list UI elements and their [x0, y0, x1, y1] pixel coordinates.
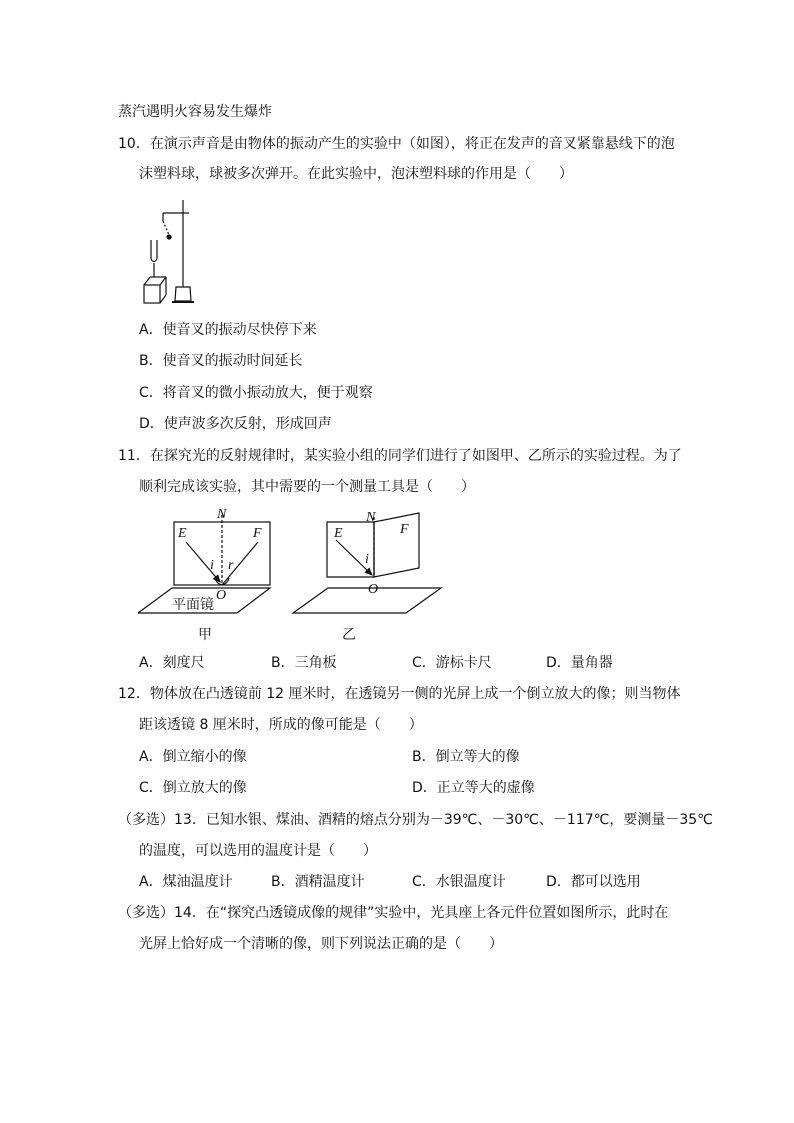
- q10-option-b: B．使音叉的振动时间延长: [139, 353, 303, 369]
- q12-stem-line2: 距该透镜 8 厘米时，所成的像可能是（ ）: [139, 717, 423, 733]
- q12-option-b: B．倒立等大的像: [412, 749, 520, 765]
- q12-option-a: A．倒立缩小的像: [139, 749, 247, 765]
- q12-option-c: C．倒立放大的像: [139, 780, 247, 796]
- q11-option-d: D．量角器: [546, 655, 613, 671]
- q11-option-a: A．刻度尺: [139, 655, 205, 671]
- q13-option-c: C．水银温度计: [412, 874, 506, 890]
- fig2-label-i: i: [365, 552, 369, 567]
- q12-option-d: D．正立等大的虚像: [412, 780, 535, 796]
- q12-stem-line1: 12．物体放在凸透镜前 12 厘米时，在透镜另一侧的光屏上成一个倒立放大的像；则当物体: [118, 686, 681, 702]
- q10-option-d: D．使声波多次反射，形成回声: [139, 416, 332, 432]
- q10-option-c: C．将音叉的微小振动放大，便于观察: [139, 385, 373, 401]
- fig2-label-e: E: [334, 526, 343, 541]
- fig1-label-e: E: [178, 526, 187, 541]
- q13-option-d: D．都可以选用: [546, 874, 641, 890]
- q13-stem-line2: 的温度，可以选用的温度计是（ ）: [139, 843, 377, 859]
- fig2-label-o: O: [368, 582, 379, 597]
- q11-stem-line2: 顺利完成该实验，其中需要的一个测量工具是（ ）: [139, 479, 475, 495]
- q11-option-b: B．三角板: [271, 655, 337, 671]
- fig1-label-n: N: [217, 507, 227, 522]
- fig2-label-f: F: [400, 522, 409, 537]
- fig1-label-o: O: [216, 588, 227, 603]
- fig1-label-r: r: [228, 558, 234, 573]
- mirror-label: 平面镜: [172, 597, 214, 613]
- fig2-label-n: N: [366, 510, 376, 525]
- caption-yi: 乙: [342, 627, 356, 643]
- q10-option-a: A．使音叉的振动尽快停下来: [139, 322, 317, 338]
- q13-option-b: B．酒精温度计: [271, 874, 365, 890]
- fig1-label-f: F: [253, 526, 262, 541]
- q14-stem-line2: 光屏上恰好成一个清晰的像，则下列说法正确的是（ ）: [139, 936, 503, 952]
- fig1-label-i: i: [210, 558, 214, 573]
- q13-option-a: A．煤油温度计: [139, 874, 233, 890]
- q10-stem-line2: 沫塑料球，球被多次弹开。在此实验中，泡沫塑料球的作用是（ ）: [139, 166, 573, 182]
- top-line: 蒸汽遇明火容易发生爆炸: [118, 104, 272, 120]
- caption-jia: 甲: [198, 627, 212, 643]
- q11-stem-line1: 11．在探究光的反射规律时，某实验小组的同学们进行了如图甲、乙所示的实验过程。为了: [118, 448, 682, 464]
- reflection-experiment-figure: [138, 505, 448, 647]
- q11-option-c: C．游标卡尺: [412, 655, 492, 671]
- q14-stem-line1: （多选）14．在“探究凸透镜成像的规律”实验中，光具座上各元件位置如图所示，此时在: [118, 905, 669, 921]
- tuning-fork-figure: [136, 197, 210, 309]
- q13-stem-line1: （多选）13．已知水银、煤油、酒精的熔点分别为－39℃、－30℃、－117℃，要测量－35℃: [118, 812, 713, 828]
- q10-stem-line1: 10．在演示声音是由物体的振动产生的实验中（如图），将正在发声的音叉紧靠悬线下的泡: [118, 136, 675, 152]
